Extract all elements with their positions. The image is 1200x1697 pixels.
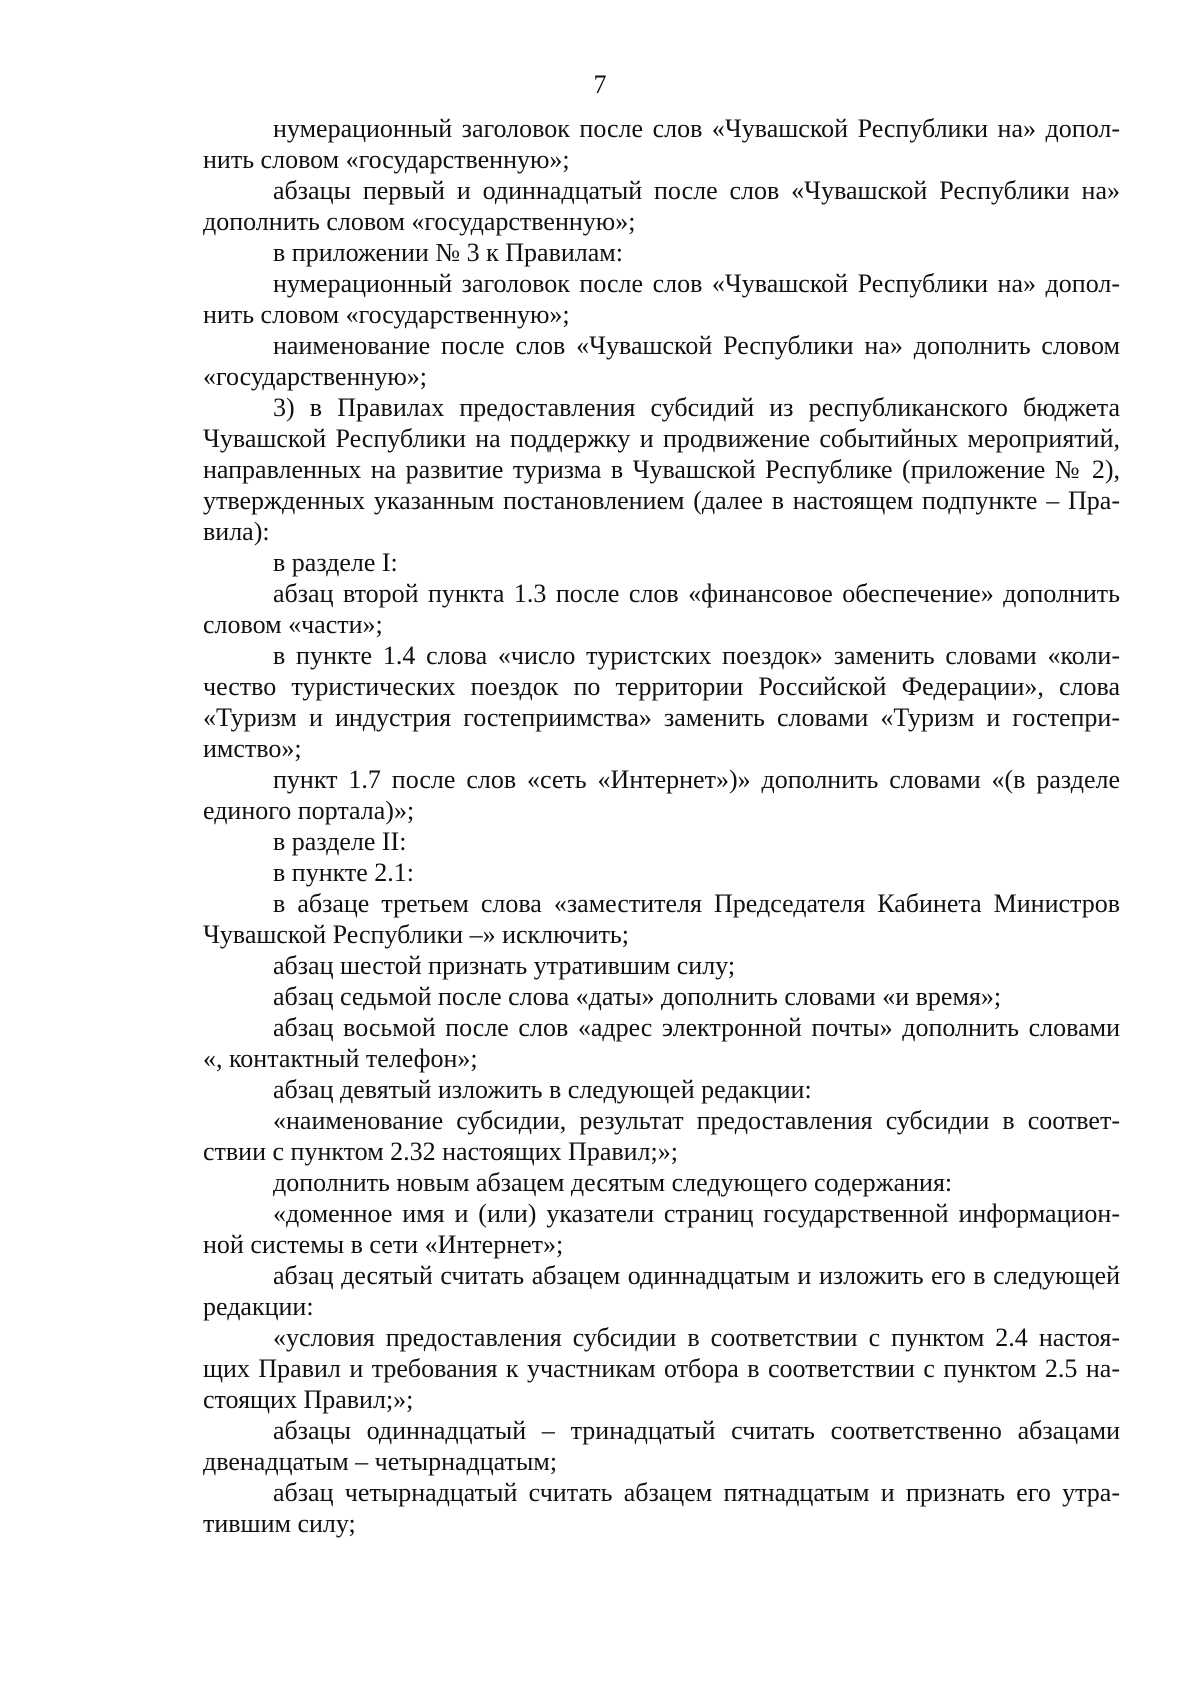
paragraph: наименование после слов «Чувашской Республики на» дополнить словом «государственную»;	[203, 331, 1120, 391]
paragraph: абзац десятый считать абзацем одиннадцатым и изложить его в следующей редакции:	[203, 1261, 1120, 1321]
paragraph: в разделе II:	[273, 827, 407, 856]
paragraph: в пункте 2.1:	[273, 858, 415, 887]
paragraph: пункт 1.7 после слов «сеть «Интернет»)» дополнить словами «(в разделе единого портала)»;	[203, 765, 1120, 825]
paragraph: в разделе I:	[273, 548, 398, 577]
paragraph: «наименование субсидии, результат предоставления субсидии в соответствии с пунктом 2.32 настоящих Правил;»;	[203, 1106, 1120, 1166]
paragraph: абзац второй пункта 1.3 после слов «финансовое обеспечение» дополнить словом «части»;	[203, 579, 1120, 639]
document-body	[203, 113, 1120, 1539]
paragraph: абзац седьмой после слова «даты» дополнить словами «и время»;	[273, 982, 1002, 1011]
paragraph: абзац шестой признать утратившим силу;	[273, 951, 736, 980]
paragraph: абзац девятый изложить в следующей редакции:	[273, 1075, 812, 1104]
paragraph: абзацы одиннадцатый – тринадцатый считать соответственно абзацами двенадцатым – четырнадцатым;	[203, 1416, 1120, 1476]
page-number: 7	[593, 70, 607, 99]
paragraph: абзац четырнадцатый считать абзацем пятнадцатым и признать его утратившим силу;	[203, 1478, 1120, 1538]
paragraph: в пункте 1.4 слова «число туристских поездок» заменить словами «количество туристических поездок по территории Российской Федерации», слова «Туризм и индустрия гостеприимства» заменить словами «Туризм и гостеприимство»;	[203, 641, 1120, 763]
paragraph: нумерационный заголовок после слов «Чувашской Республики на» дополнить словом «государственную»;	[203, 269, 1120, 329]
paragraph: дополнить новым абзацем десятым следующего содержания:	[273, 1168, 953, 1197]
paragraph: 3) в Правилах предоставления субсидий из республиканского бюджета Чувашской Республики на поддержку и продвижение событийных мероприятий, направленных на развитие туризма в Чувашской Республике (приложение № 2), утвержденных указанным постановлением (далее в настоящем подпункте – Правила):	[203, 393, 1120, 546]
paragraph: в абзаце третьем слова «заместителя Председателя Кабинета Министров Чувашской Республики –» исключить;	[203, 889, 1120, 949]
paragraph: нумерационный заголовок после слов «Чувашской Республики на» дополнить словом «государственную»;	[203, 114, 1120, 174]
paragraph: «доменное имя и (или) указатели страниц государственной информационной системы в сети «Интернет»;	[203, 1199, 1120, 1259]
paragraph: абзац восьмой после слов «адрес электронной почты» дополнить словами «, контактный телефон»;	[203, 1013, 1120, 1073]
paragraph: абзацы первый и одиннадцатый после слов «Чувашской Республики на» дополнить словом «государственную»;	[203, 176, 1120, 236]
paragraph: в приложении № 3 к Правилам:	[273, 238, 623, 267]
paragraph: «условия предоставления субсидии в соответствии с пунктом 2.4 настоящих Правил и требования к участникам отбора в соответствии с пунктом 2.5 настоящих Правил;»;	[203, 1323, 1120, 1414]
